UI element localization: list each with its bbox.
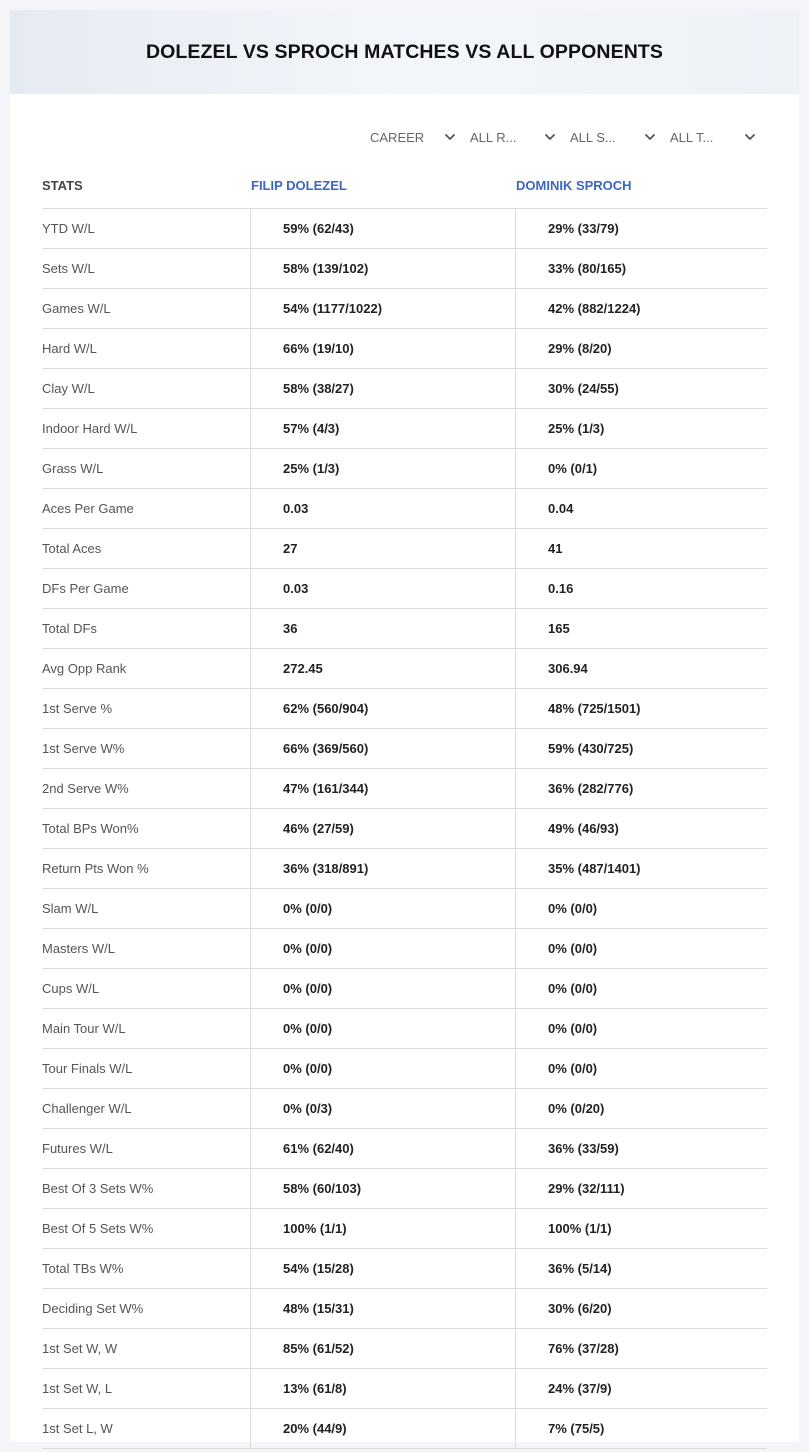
player1-value: 100% (1/1) — [251, 1209, 516, 1248]
player1-value: 0% (0/0) — [251, 1049, 516, 1088]
filter-label: CAREER — [370, 129, 425, 145]
table-row — [42, 1249, 767, 1289]
player1-value: 272.45 — [251, 649, 516, 688]
stat-label: Sets W/L — [42, 249, 251, 288]
player1-value: 61% (62/40) — [251, 1129, 516, 1168]
stat-label: Futures W/L — [42, 1129, 251, 1168]
player1-value: 25% (1/3) — [251, 449, 516, 488]
table-row — [42, 849, 767, 889]
stat-label: Best Of 5 Sets W% — [42, 1209, 251, 1248]
stat-label: Avg Opp Rank — [42, 649, 251, 688]
player1-value: 85% (61/52) — [251, 1329, 516, 1368]
player2-value: 29% (33/79) — [548, 221, 619, 236]
stat-label: 2nd Serve W% — [42, 769, 251, 808]
stat-label: Best Of 3 Sets W% — [42, 1169, 251, 1208]
stat-label: Main Tour W/L — [42, 1009, 251, 1048]
table-row — [42, 249, 767, 289]
player1-value: 66% (369/560) — [251, 729, 516, 768]
filter-label: ALL R... — [470, 129, 517, 145]
table-row — [42, 1209, 767, 1249]
table-row — [42, 689, 767, 729]
player2-value: 41 — [548, 541, 563, 556]
player1-value: 0.03 — [251, 569, 516, 608]
table-row — [42, 529, 767, 569]
table-row — [42, 489, 767, 529]
stat-label: Clay W/L — [42, 369, 251, 408]
player1-value: 54% (15/28) — [251, 1249, 516, 1288]
filter-round-select[interactable] — [465, 126, 565, 148]
table-row — [42, 889, 767, 929]
player2-value: 36% (5/14) — [548, 1261, 612, 1276]
player2-value: 59% (430/725) — [548, 741, 634, 756]
table-row — [42, 1009, 767, 1049]
player1-value: 36% (318/891) — [251, 849, 516, 888]
filter-bar — [365, 126, 765, 148]
stat-label: Masters W/L — [42, 929, 251, 968]
table-row — [42, 409, 767, 449]
filter-surface-select[interactable] — [565, 126, 665, 148]
player1-value: 0% (0/0) — [251, 889, 516, 928]
player1-link[interactable]: FILIP DOLEZEL — [251, 178, 347, 193]
player1-value: 58% (60/103) — [251, 1169, 516, 1208]
stat-label: 1st Serve % — [42, 689, 251, 728]
player2-value: 0% (0/0) — [548, 1061, 598, 1076]
chevron-down-icon — [443, 130, 457, 144]
player1-value: 46% (27/59) — [251, 809, 516, 848]
player1-value: 36 — [251, 609, 516, 648]
table-row — [42, 1129, 767, 1169]
stat-label: Tour Finals W/L — [42, 1049, 251, 1088]
table-header — [42, 163, 767, 209]
player1-value: 62% (560/904) — [251, 689, 516, 728]
table-row — [42, 1289, 767, 1329]
stat-label: Slam W/L — [42, 889, 251, 928]
chevron-down-icon — [643, 130, 657, 144]
table-row — [42, 1329, 767, 1369]
player1-value: 59% (62/43) — [251, 209, 516, 248]
player1-value: 47% (161/344) — [251, 769, 516, 808]
player2-value: 165 — [548, 621, 570, 636]
stat-label: Indoor Hard W/L — [42, 409, 251, 448]
player2-value: 0.16 — [548, 581, 574, 596]
filter-label: ALL S... — [570, 129, 616, 145]
player2-value: 24% (37/9) — [548, 1381, 612, 1396]
player1-value: 48% (15/31) — [251, 1289, 516, 1328]
stat-label: 1st Serve W% — [42, 729, 251, 768]
stat-label: Games W/L — [42, 289, 251, 328]
table-row — [42, 649, 767, 689]
table-row — [42, 729, 767, 769]
filter-tournament-select[interactable] — [665, 126, 765, 148]
chevron-down-icon — [543, 130, 557, 144]
table-row — [42, 329, 767, 369]
stat-label: Total TBs W% — [42, 1249, 251, 1288]
player2-value: 29% (8/20) — [548, 341, 612, 356]
player2-value: 30% (24/55) — [548, 381, 619, 396]
player2-value: 76% (37/28) — [548, 1341, 619, 1356]
player2-value: 30% (6/20) — [548, 1301, 612, 1316]
player1-value: 20% (44/9) — [251, 1409, 516, 1448]
player2-value: 33% (80/165) — [548, 261, 627, 276]
stat-label: Challenger W/L — [42, 1089, 251, 1128]
player2-value: 42% (882/1224) — [548, 301, 641, 316]
player2-value: 100% (1/1) — [548, 1221, 612, 1236]
player2-value: 49% (46/93) — [548, 821, 619, 836]
player1-value: 13% (61/8) — [251, 1369, 516, 1408]
player2-value: 0.04 — [548, 501, 574, 516]
stat-label: Total Aces — [42, 529, 251, 568]
page-header — [10, 10, 799, 94]
player1-value: 0% (0/0) — [251, 1009, 516, 1048]
stats-table — [42, 163, 767, 1449]
stat-label: YTD W/L — [42, 209, 251, 248]
stat-label: 1st Set W, L — [42, 1369, 251, 1408]
player2-value: 48% (725/1501) — [548, 701, 641, 716]
player1-value: 0% (0/3) — [251, 1089, 516, 1128]
player1-value: 54% (1177/1022) — [251, 289, 516, 328]
player2-value: 35% (487/1401) — [548, 861, 641, 876]
player2-value: 0% (0/1) — [548, 461, 598, 476]
player1-value: 0.03 — [251, 489, 516, 528]
player2-value: 306.94 — [548, 661, 588, 676]
player1-value: 0% (0/0) — [251, 969, 516, 1008]
player2-value: 29% (32/111) — [548, 1181, 625, 1196]
stat-label: Total DFs — [42, 609, 251, 648]
player1-value: 0% (0/0) — [251, 929, 516, 968]
table-row — [42, 929, 767, 969]
filter-period-select[interactable] — [365, 126, 465, 148]
chevron-down-icon — [743, 130, 757, 144]
table-row — [42, 1089, 767, 1129]
player1-value: 66% (19/10) — [251, 329, 516, 368]
player1-value: 27 — [251, 529, 516, 568]
stat-label: Total BPs Won% — [42, 809, 251, 848]
stats-column-header: STATS — [42, 178, 83, 193]
table-row — [42, 289, 767, 329]
stat-label: 1st Set L, W — [42, 1409, 251, 1448]
table-row — [42, 769, 767, 809]
stat-label: Cups W/L — [42, 969, 251, 1008]
player1-value: 58% (38/27) — [251, 369, 516, 408]
stat-label: DFs Per Game — [42, 569, 251, 608]
table-row — [42, 1369, 767, 1409]
table-row — [42, 969, 767, 1009]
player2-value: 0% (0/0) — [548, 901, 598, 916]
page-title: DOLEZEL VS SPROCH MATCHES VS ALL OPPONENTS — [145, 40, 664, 63]
filter-label: ALL T... — [670, 129, 714, 145]
player2-value: 7% (75/5) — [548, 1421, 605, 1436]
player2-value: 25% (1/3) — [548, 421, 605, 436]
stat-label: Hard W/L — [42, 329, 251, 368]
player1-value: 57% (4/3) — [251, 409, 516, 448]
player2-link[interactable]: DOMINIK SPROCH — [516, 178, 632, 193]
stat-label: 1st Set W, W — [42, 1329, 251, 1368]
stats-card — [10, 10, 799, 1442]
player2-value: 0% (0/0) — [548, 941, 598, 956]
table-row — [42, 609, 767, 649]
stat-label: Deciding Set W% — [42, 1289, 251, 1328]
stat-label: Grass W/L — [42, 449, 251, 488]
table-row — [42, 449, 767, 489]
player2-value: 36% (282/776) — [548, 781, 634, 796]
table-row — [42, 1409, 767, 1449]
player2-value: 0% (0/0) — [548, 1021, 598, 1036]
table-row — [42, 1049, 767, 1089]
table-body — [42, 209, 767, 1449]
stat-label: Aces Per Game — [42, 489, 251, 528]
player2-value: 0% (0/20) — [548, 1101, 605, 1116]
player2-value: 0% (0/0) — [548, 981, 598, 996]
table-row — [42, 209, 767, 249]
player2-value: 36% (33/59) — [548, 1141, 619, 1156]
table-row — [42, 809, 767, 849]
table-row — [42, 369, 767, 409]
player1-value: 58% (139/102) — [251, 249, 516, 288]
table-row — [42, 1169, 767, 1209]
table-row — [42, 569, 767, 609]
stat-label: Return Pts Won % — [42, 849, 251, 888]
